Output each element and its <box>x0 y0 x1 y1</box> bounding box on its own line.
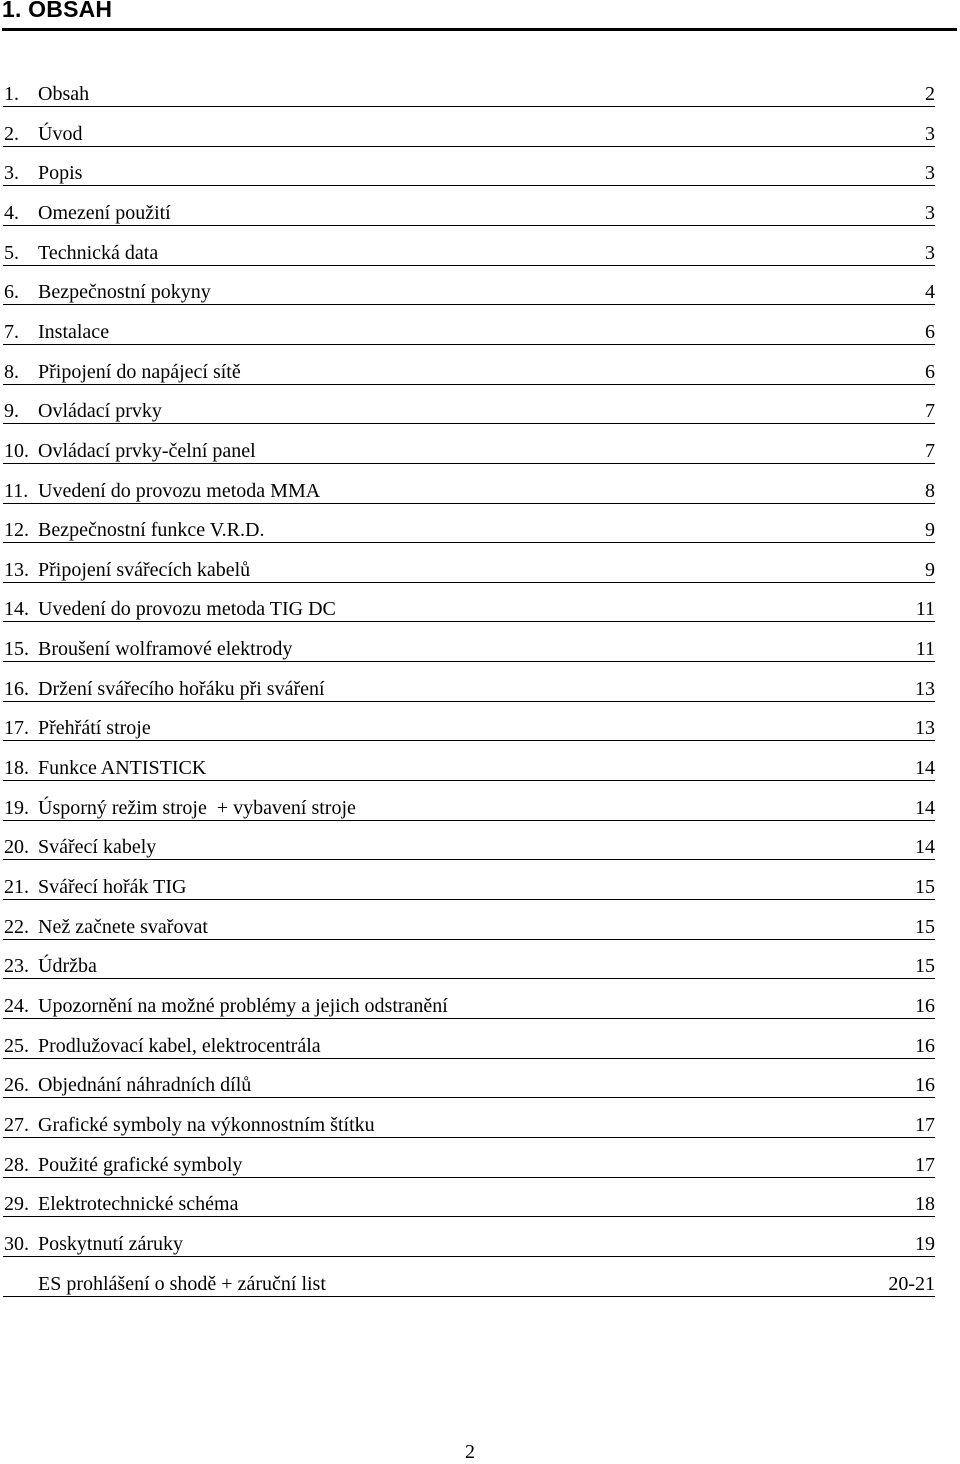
toc-entry-title: Instalace <box>38 320 110 343</box>
toc-entry-number: 7. <box>4 320 19 343</box>
toc-entry-number: 1. <box>4 83 19 105</box>
toc-entry-page: 16 <box>915 1074 935 1097</box>
toc-entry-page: 7 <box>925 439 935 462</box>
toc-entry-number: 6. <box>4 281 19 304</box>
toc-entry-title: Funkce ANTISTICK <box>38 757 207 779</box>
toc-entry-number: 21. <box>4 876 29 898</box>
toc-entry-page: 16 <box>915 994 935 1017</box>
toc-entry-page: 2 <box>925 83 935 105</box>
toc-entry-title: Objednání náhradních dílů <box>38 1074 252 1097</box>
toc-entry <box>3 320 935 345</box>
toc-entry <box>3 82 935 107</box>
toc-entry-page: 3 <box>925 201 935 224</box>
toc-entry-page: 20-21 <box>888 1272 935 1295</box>
toc-entry-page: 3 <box>925 241 935 264</box>
toc-entry-title: Upozornění na možné problémy a jejich odstranění <box>38 994 448 1017</box>
toc-entry-title: Poskytnutí záruky <box>38 1232 183 1255</box>
toc-entry-title: Údržba <box>38 955 97 978</box>
toc-entry-number: 5. <box>4 241 19 264</box>
toc-entry-page: 15 <box>915 955 935 978</box>
toc-entry-page: 9 <box>925 519 935 542</box>
toc-entry <box>3 360 935 385</box>
toc-entry-number: 25. <box>4 1034 29 1057</box>
toc-entry-number: 26. <box>4 1074 29 1097</box>
toc-entry <box>3 954 935 979</box>
toc-entry-title: Svářecí hořák TIG <box>38 876 187 898</box>
page-title: 1. OBSAH <box>2 0 113 22</box>
toc-entry <box>3 161 935 186</box>
toc-entry-page: 3 <box>925 122 935 145</box>
toc-entry-number: 17. <box>4 717 29 740</box>
toc-entry-page: 6 <box>925 320 935 343</box>
toc-entry-number: 28. <box>4 1153 29 1176</box>
toc-entry <box>3 280 935 305</box>
toc-entry <box>3 677 935 702</box>
toc-entry <box>3 518 935 543</box>
toc-entry <box>3 399 935 424</box>
toc-entry-number: 4. <box>4 201 19 224</box>
toc-entry-title: Držení svářecího hořáku při sváření <box>38 677 325 700</box>
toc-entry-title: Použité grafické symboly <box>38 1153 243 1176</box>
toc-entry <box>3 439 935 464</box>
toc-entry-number: 13. <box>4 558 29 581</box>
toc-entry <box>3 1192 935 1217</box>
toc-entry <box>3 1272 935 1297</box>
toc-entry <box>3 796 935 821</box>
toc-entry <box>3 1232 935 1257</box>
toc-entry-number: 14. <box>4 598 29 621</box>
toc-entry-page: 4 <box>925 281 935 304</box>
toc-entry <box>3 915 935 940</box>
toc-entry <box>3 1153 935 1178</box>
toc-entry-title: Broušení wolframové elektrody <box>38 638 293 661</box>
toc-entry-number: 30. <box>4 1232 29 1255</box>
toc-entry-page: 8 <box>925 479 935 502</box>
toc-entry-title: Prodlužovací kabel, elektrocentrála <box>38 1034 321 1057</box>
toc-entry <box>3 1113 935 1138</box>
toc-entry <box>3 122 935 147</box>
toc-entry-number: 29. <box>4 1193 29 1216</box>
toc-entry-number: 2. <box>4 122 19 145</box>
toc-entry-title: Popis <box>38 162 83 185</box>
toc-entry <box>3 994 935 1019</box>
toc-entry-title: Elektrotechnické schéma <box>38 1193 239 1216</box>
toc-entry <box>3 1073 935 1098</box>
toc-entry-title: Uvedení do provozu metoda TIG DC <box>38 598 336 621</box>
toc-entry-page: 11 <box>915 598 935 621</box>
toc-entry-title: Uvedení do provozu metoda MMA <box>38 479 321 502</box>
toc-entry-page: 3 <box>925 162 935 185</box>
toc-entry-title: Obsah <box>38 83 90 105</box>
toc-entry-page: 15 <box>915 915 935 938</box>
toc-entry-page: 17 <box>915 1113 935 1136</box>
toc-entry-number: 18. <box>4 757 29 779</box>
toc-entry-title: Úsporný režim stroje + vybavení stroje <box>38 796 356 819</box>
toc-entry-page: 6 <box>925 360 935 383</box>
toc-entry <box>3 637 935 662</box>
toc-entry-number: 3. <box>4 162 19 185</box>
toc-entry-title: Omezení použití <box>38 201 171 224</box>
toc-entry-number: 19. <box>4 796 29 819</box>
toc-entry-page: 13 <box>915 717 935 740</box>
toc-entry <box>3 597 935 622</box>
toc-entry-title: Svářecí kabely <box>38 836 157 859</box>
toc-entry-title: Než začnete svařovat <box>38 915 208 938</box>
toc-entry-title: Grafické symboly na výkonnostním štítku <box>38 1113 375 1136</box>
toc-entry-page: 11 <box>915 638 935 661</box>
toc-entry-page: 14 <box>915 836 935 859</box>
toc-entry-number: 10. <box>4 439 29 462</box>
toc-entry-number: 20. <box>4 836 29 859</box>
toc-entry-number: 22. <box>4 915 29 938</box>
toc-entry-page: 13 <box>915 677 935 700</box>
toc-entry <box>3 241 935 266</box>
toc-entry-page: 15 <box>915 876 935 898</box>
toc-entry-number: 27. <box>4 1113 29 1136</box>
toc-entry <box>3 558 935 583</box>
toc-entry-title: Ovládací prvky-čelní panel <box>38 439 256 462</box>
toc-entry-page: 14 <box>915 796 935 819</box>
toc-entry-title: Technická data <box>38 241 159 264</box>
toc-entry-number: 11. <box>4 479 29 502</box>
toc-entry-page: 16 <box>915 1034 935 1057</box>
toc-entry-number: 23. <box>4 955 29 978</box>
toc-entry-page: 7 <box>925 400 935 423</box>
toc-entry-title: Přehřátí stroje <box>38 717 151 740</box>
toc-entry-title: Bezpečnostní funkce V.R.D. <box>38 519 265 542</box>
toc-entry-title: Připojení do napájecí sítě <box>38 360 241 383</box>
toc-entry-title: ES prohlášení o shodě + záruční list <box>38 1272 326 1295</box>
toc-entry <box>3 201 935 226</box>
toc-entry-number: 9. <box>4 400 19 423</box>
toc-entry <box>3 756 935 781</box>
toc-entry-page: 19 <box>915 1232 935 1255</box>
toc-entry-number: 15. <box>4 638 29 661</box>
toc-entry-title: Připojení svářecích kabelů <box>38 558 251 581</box>
toc-entry <box>3 835 935 860</box>
toc-entry-title: Ovládací prvky <box>38 400 162 423</box>
toc-entry-number: 12. <box>4 519 29 542</box>
toc-entry-title: Bezpečnostní pokyny <box>38 281 211 304</box>
page-number: 2 <box>465 1441 475 1463</box>
toc-entry-number: 16. <box>4 677 29 700</box>
toc-entry-page: 17 <box>915 1153 935 1176</box>
toc-entry <box>3 479 935 504</box>
toc-entry <box>3 1034 935 1059</box>
toc-entry-page: 18 <box>915 1193 935 1216</box>
toc-entry-number: 24. <box>4 994 29 1017</box>
toc-entry <box>3 716 935 741</box>
toc-entry-page: 9 <box>925 558 935 581</box>
toc-entry <box>3 875 935 900</box>
toc-entry-title: Úvod <box>38 122 83 145</box>
toc-entry-page: 14 <box>915 757 935 779</box>
toc-entry-number: 8. <box>4 360 19 383</box>
